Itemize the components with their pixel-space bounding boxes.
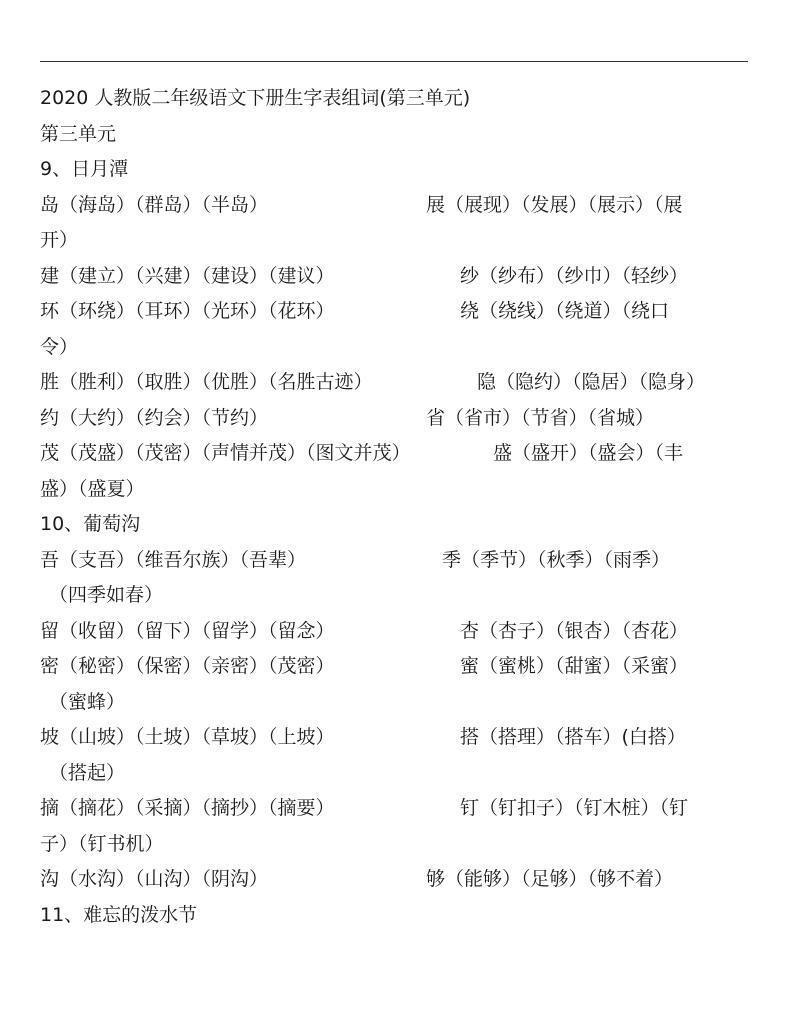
- word-group-left: 岛（海岛）（群岛）（半岛）: [40, 193, 269, 216]
- document-body: [40, 81, 752, 933]
- word-row: [40, 862, 752, 898]
- word-group-right: 季（季节）（秋季）（雨季）: [442, 548, 671, 571]
- lesson-heading: 9、日月潭: [40, 158, 129, 180]
- word-group-right: 搭（搭理）（搭车）(白搭）: [460, 726, 686, 748]
- word-row: [40, 614, 752, 650]
- word-row-continuation: 开）: [40, 229, 79, 251]
- word-group-left: 密（秘密）（保密）（亲密）（茂密）: [40, 655, 335, 677]
- word-group-right: 杏（杏子）（银杏）（杏花）: [460, 619, 689, 642]
- word-group-left: 吾（支吾）（维吾尔族）（吾辈）: [40, 548, 307, 571]
- word-row-continuation: （四季如春）: [49, 584, 164, 606]
- word-group-left: 留（收留）（留下）（留学）（留念）: [40, 619, 335, 642]
- word-row-continuation: （蜜蜂）: [49, 690, 126, 713]
- word-group-right: 够（能够）（足够）（够不着）: [426, 868, 674, 890]
- word-row-continuation: 子）（钉书机）: [40, 832, 164, 855]
- word-row: [40, 401, 752, 437]
- word-group-right: 隐（隐约）（隐居）（隐身）: [477, 371, 706, 393]
- word-group-left: 坡（山坡）（土坡）（草坡）（上坡）: [40, 726, 335, 748]
- header-rule: [40, 61, 748, 62]
- lesson-heading: 11、难忘的泼水节: [40, 903, 198, 926]
- word-group-right: 钉（钉扣子）（钉木桩）（钉: [460, 797, 689, 819]
- word-group-right: 蜜（蜜桃）（甜蜜）（采蜜）: [460, 655, 689, 677]
- word-row-continuation: 令）: [40, 335, 79, 358]
- word-group-right: 盛（盛开）（盛会）（丰: [493, 442, 684, 464]
- document-title: 2020 人教版二年级语文下册生字表组词(第三单元): [40, 87, 471, 109]
- word-group-left: 茂（茂盛）（茂密）（声情并茂）（图文并茂）: [40, 442, 411, 464]
- word-row-continuation: （搭起）: [49, 761, 126, 784]
- word-row: [40, 543, 752, 579]
- word-row: [40, 259, 752, 295]
- word-group-left: 沟（水沟）（山沟）（阴沟）: [40, 868, 269, 890]
- word-group-right: 展（展现）（发展）（展示）（展: [426, 193, 683, 216]
- word-row: [40, 188, 752, 224]
- word-group-left: 胜（胜利）（取胜）（优胜）（名胜古迹）: [40, 371, 373, 393]
- word-group-right: 绕（绕线）（绕道）（绕口: [460, 300, 670, 322]
- word-row: [40, 294, 752, 330]
- word-row: [40, 436, 752, 472]
- word-group-right: 省（省市）（节省）（省城）: [426, 406, 655, 429]
- word-group-left: 环（环绕）（耳环）（光环）（花环）: [40, 300, 335, 322]
- word-row: [40, 365, 752, 401]
- word-row: [40, 720, 752, 756]
- word-row: [40, 649, 752, 685]
- word-group-left: 建（建立）（兴建）（建设）（建议）: [40, 264, 335, 287]
- word-group-left: 摘（摘花）（采摘）（摘抄）（摘要）: [40, 797, 335, 819]
- word-group-left: 约（大约）（约会）（节约）: [40, 406, 269, 429]
- word-row: [40, 791, 752, 827]
- lesson-heading: 10、葡萄沟: [40, 513, 141, 535]
- word-group-right: 纱（纱布）（纱巾）（轻纱）: [460, 264, 689, 287]
- word-row-continuation: 盛）（盛夏）: [40, 477, 145, 500]
- unit-heading: 第三单元: [40, 122, 117, 145]
